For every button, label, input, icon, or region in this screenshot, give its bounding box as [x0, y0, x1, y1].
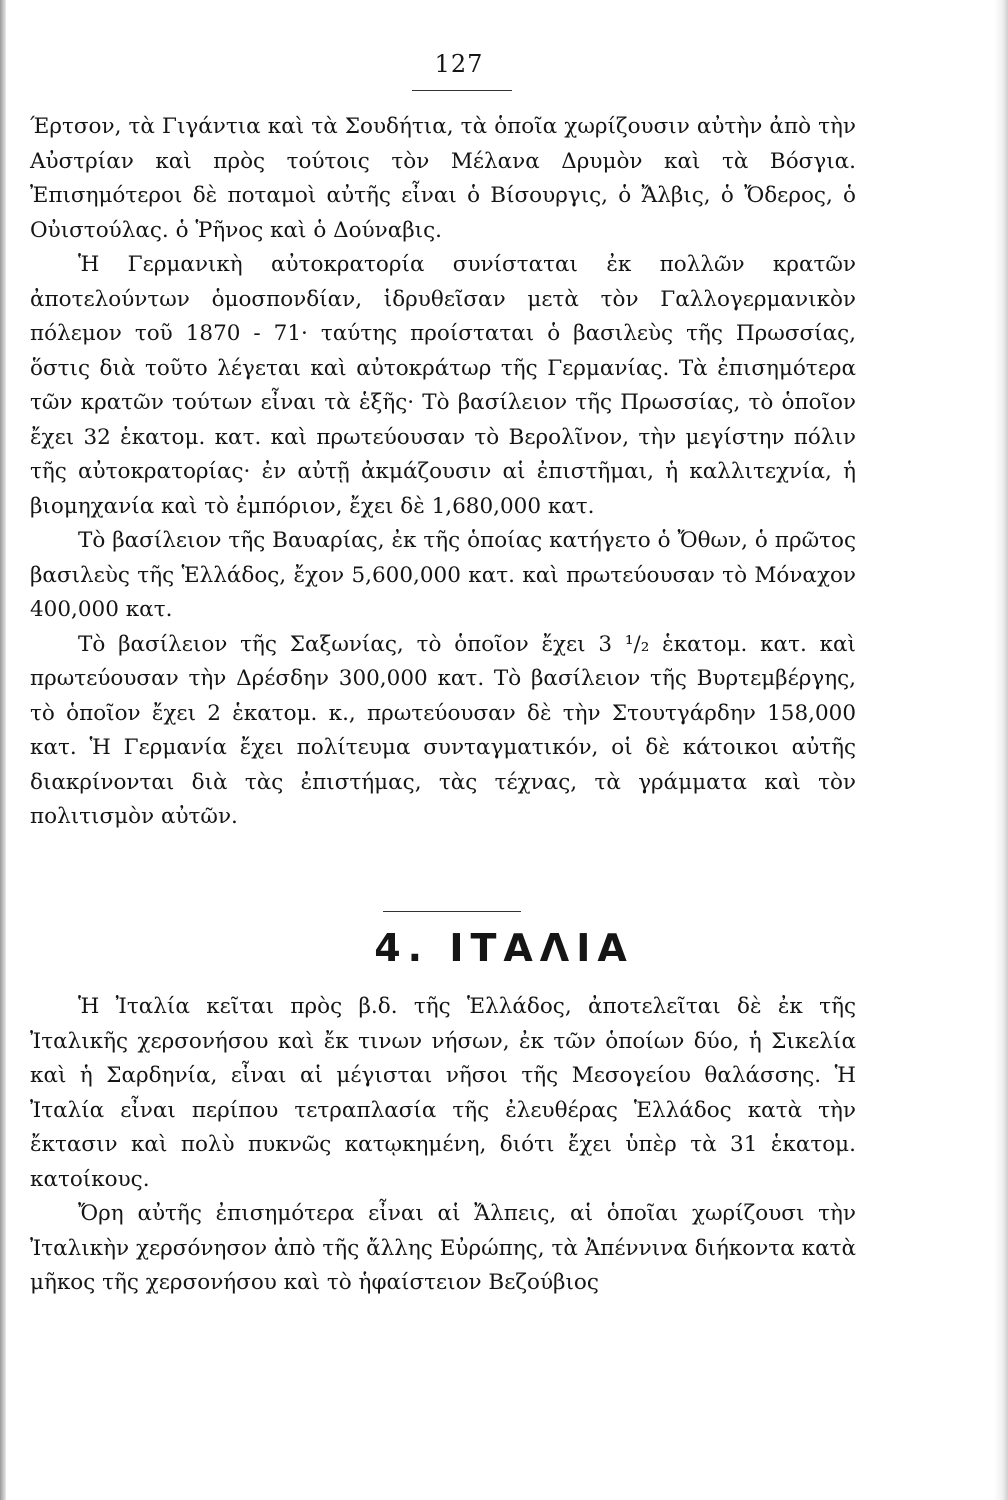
page-number: 127 [434, 50, 484, 78]
paragraph-saxony: Τὸ βασίλειον τῆς Σαξωνίας, τὸ ὁποῖον ἔχει 3 ¹/₂ ἑκατομ. κατ. καὶ πρωτεύουσαν τὴν Δρέσδην 300,000 κατ. Τὸ βασίλειον τῆς Βυρτεμβέργης, τὸ ὁποῖον ἔχει 2 ἑκατομ. κ., πρωτεύουσαν δὲ τὴν Στουτγάρδην 158,000 κατ. Ἡ Γερμανία ἔχει πολίτευμα συνταγματικόν, οἱ δὲ κάτοικοι αὐτῆς διακρίνονται διὰ τὰς ἐπιστήμας, τὰς τέχνας, τὰ γράμματα καὶ τὸν πολιτισμὸν αὐτῶν. [30, 631, 856, 829]
paragraph-empire: Ἡ Γερμανικὴ αὐτοκρατορία συνίσταται ἐκ πολλῶν κρατῶν ἀποτελούντων ὁμοσπονδίαν, ἱδρυθεῖσαν μετὰ τὸν Γαλλογερμανικὸν πόλεμον τοῦ 1870 - 71· ταύτης προίσταται ὁ βασιλεὺς τῆς Πρωσσίας, ὅστις διὰ τοῦτο λέγεται καὶ αὐτοκράτωρ τῆς Γερμανίας. Τὰ ἐπισημότερα τῶν κρατῶν τούτων εἶναι τὰ ἑξῆς· Τὸ βασίλειον τῆς Πρωσσίας, τὸ ὁποῖον ἔχει 32 ἑκατομ. κατ. καὶ πρωτεύουσαν τὸ Βερολῖνον, τὴν μεγίστην πόλιν τῆς αὐτοκρατορίας· ἐν αὐτῇ ἀκμάζουσιν αἱ ἐπιστῆμαι, ἡ καλλιτεχνία, ἡ βιομηχανία καὶ τὸ ἐμπόριον, ἔχει δὲ 1,680,000 κατ. [30, 252, 856, 519]
paragraph-bavaria: Τὸ βασίλειον τῆς Βαυαρίας, ἐκ τῆς ὁποίας κατήγετο ὁ Ὄθων, ὁ πρῶτος βασιλεὺς τῆς Ἑλλάδος, ἔχον 5,600,000 κατ. καὶ πρωτεύουσαν τὸ Μόναχον 400,000 κατ. [30, 528, 856, 622]
germany-section [30, 110, 856, 835]
page-number-rule [412, 90, 512, 91]
paragraph-mountains-rivers: Έρτσον, τὰ Γιγάντια καὶ τὰ Σουδήτια, τὰ ὁποῖα χωρίζουσιν αὐτὴν ἀπὸ τὴν Αὐστρίαν καὶ πρὸς τούτοις τὸν Μέλανα Δρυμὸν καὶ τὰ Βόσγια. Ἐπισημότεροι δὲ ποταμοὶ αὐτῆς εἶναι ὁ Βίσουργις, ὁ Ἄλβις, ὁ Ὄδερος, ὁ Οὐιστούλας. ὁ Ῥῆνος καὶ ὁ Δούναβις. [30, 114, 856, 243]
paragraph-italy-location: Ἡ Ἰταλία κεῖται πρὸς β.δ. τῆς Ἑλλάδος, ἀποτελεῖται δὲ ἐκ τῆς Ἰταλικῆς χερσονήσου καὶ ἔκ τινων νήσων, ἐκ τῶν ὁποίων δύο, ἡ Σικελία καὶ ἡ Σαρδηνία, εἶναι αἱ μέγισται νῆσοι τῆς Μεσογείου θαλάσσης. Ἡ Ἰταλία εἶναι περίπου τετραπλασία τῆς ἐλευθέρας Ἑλλάδος κατὰ τὴν ἔκτασιν καὶ πολὺ πυκνῶς κατῳκημένη, διότι ἔχει ὑπὲρ τὰ 31 ἑκατομ. κατοίκους. [30, 994, 856, 1192]
page-left-edge [0, 0, 6, 1500]
paragraph-italy-mountains: Ὄρη αὐτῆς ἐπισημότερα εἶναι αἱ Ἄλπεις, αἱ ὁποῖαι χωρίζουσι τὴν Ἰταλικὴν χερσόνησον ἀπὸ τῆς ἄλλης Εὐρώπης, τὰ Ἀπέννινα διήκοντα κατὰ μῆκος τῆς χερσονήσου καὶ τὸ ἡφαίστειον Βεζούβιος [30, 1201, 856, 1295]
page-right-edge [994, 0, 1008, 1500]
section-heading-italy: 4. ΙΤΑΛΙΑ [374, 926, 634, 970]
section-divider [383, 911, 521, 912]
italy-section [30, 990, 856, 1301]
